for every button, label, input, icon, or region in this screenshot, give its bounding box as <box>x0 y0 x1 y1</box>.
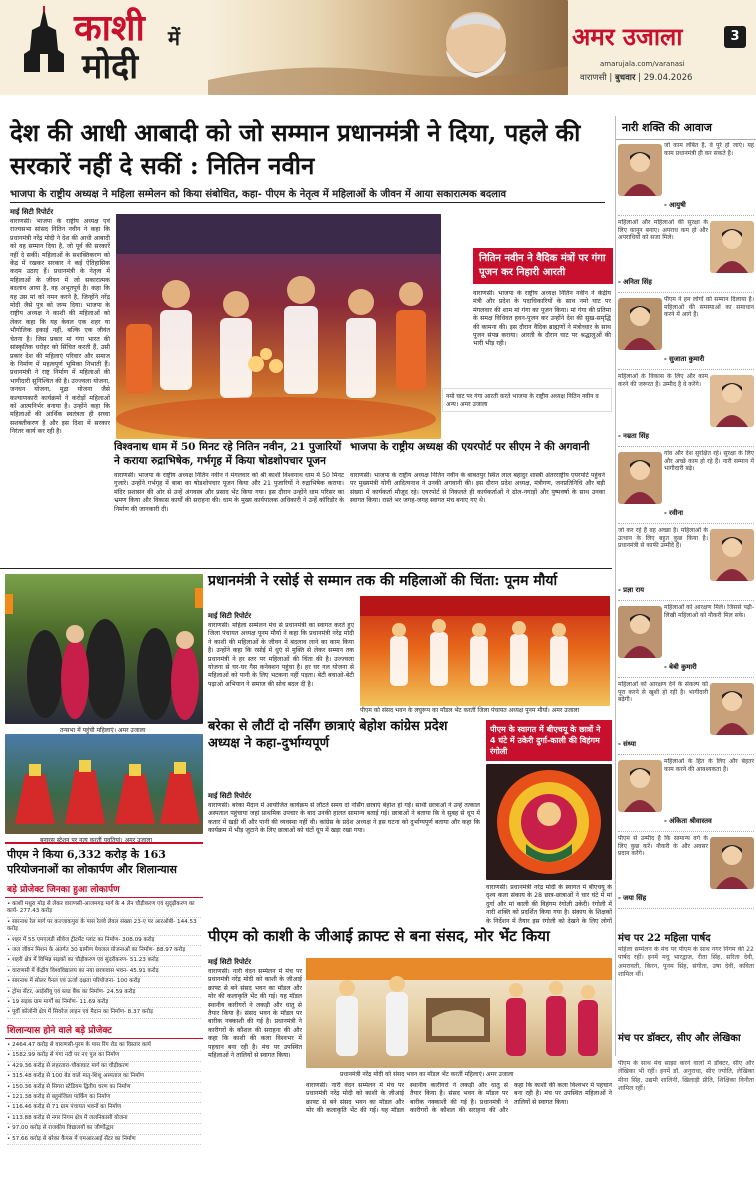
vishwanath-body: वाराणसी। भाजपा के राष्ट्रीय अध्यक्ष नितिन नवीन ने मंगलवार को श्री काशी विश्वनाथ धाम में 50 मिनट गुजारे। उन्होंने गर्भगृह में बाबा का षोडशोपचार पूजन किया और 21 पुजारियों ने रुद्राभिषेक कराया। मंदिर प्रशासन की ओर से उन्हें अंगवस्त्र और प्रसाद भेंट किया गया। इस दौरान उन्होंने धाम परिसर का भ्रमण किया और विकास कार्यों की सराहना की। धाम के मुख्य कार्यपालक अधिकारी ने उन्हें कॉरिडोर के निर्माण की जानकारी दी। <box>114 472 344 513</box>
quote-text: जो कर रहे हैं वह अच्छा है। महिलाओं के उत्थान के लिए बहुत कुछ किया है। प्रधानमंत्री से काफी उम्मीदें हैं। <box>618 527 708 550</box>
project-item: • 1582.99 करोड़ से गंगा नदी पर नए पुल का निर्माण <box>7 1051 201 1061</box>
dance-photo <box>5 734 203 834</box>
quote-name: - नम्रता सिंह <box>618 432 649 440</box>
dateline: वाराणसी | बुधवार | 29.04.2026 <box>580 73 693 83</box>
sidebar-quote <box>618 604 754 678</box>
sidebar-quote <box>618 758 754 832</box>
project-item: • 121.38 करोड़ से बहुमंजिला पार्किंग का निर्माण <box>7 1093 201 1103</box>
sansad-caption: प्रधानमंत्री नरेंद्र मोदी को संसद भवन का मॉडल भेंट करतीं महिलाएं। अमर उजाला <box>340 1071 514 1078</box>
quote-portrait <box>710 683 754 735</box>
divider <box>0 568 612 569</box>
masthead <box>0 0 756 95</box>
quote-name: - अनिता सिंह <box>618 278 652 286</box>
quote-portrait <box>710 529 754 581</box>
quote-name: - संध्या <box>618 740 637 748</box>
lead-headline: देश की आधी आबादी को जो सम्मान प्रधानमंत्री ने दिया, पहले की सरकारें नहीं दे सकीं : नितिन नवीन <box>10 118 581 180</box>
quote-name: - अंकिता श्रीवास्तव <box>664 817 712 825</box>
project-item: • सारनाथ रेल मार्ग पर कज्जाकपुरा के पास रेलवे लेवल संख्या 23-ए पर आरओबी- 144.53 करोड़ <box>7 918 201 936</box>
rangoli-body: वाराणसी। प्रधानमंत्री नरेंद्र मोदी के स्वागत में बीएचयू के दृश्य कला संकाय के 28 छात्र-छात्राओं ने चार घंटे में मां दुर्गा और मां काली की विहंगम रंगोली उकेरी। रंगोली में नारी शक्ति को प्रदर्शित किया गया है। संकाय के शिक्षकों के निर्देशन में तैयार इस रंगोली को देखने के लिए लोगों <box>486 884 612 924</box>
sansad-photo <box>306 958 612 1068</box>
projects-sub2: शिलान्यास होने वाले बड़े प्रोजेक्ट <box>5 1021 203 1039</box>
quote-name: - बेबी कुमारी <box>664 663 697 671</box>
quote-text: महिलाओं के विकास के लिए और काम करने की जरूरत है। उम्मीद है वे करेंगे। <box>618 373 708 388</box>
lead-byline: माई सिटी रिपोर्टर <box>10 208 54 216</box>
project-item: • जल जीवन मिशन के अंतर्गत 30 ग्रामीण पेयजल योजनाओं का निर्माण- 88.97 करोड़ <box>7 946 201 956</box>
projects-sub1: बड़े प्रोजेक्ट जिनका हुआ लोकार्पण <box>5 880 203 898</box>
section-title-kashi: काशी <box>74 7 145 49</box>
quote-name: - जया सिंह <box>618 894 647 902</box>
project-item: • पूर्वी कॉलोनी क्षेत्र में सिवरेज लाइन एवं मैदान का निर्माण- 8.37 करोड़ <box>7 1008 201 1018</box>
quote-portrait <box>618 298 662 350</box>
section-title-modi: मोदी <box>82 47 138 87</box>
poonam-byline: माई सिटी रिपोर्टर <box>208 612 252 620</box>
projects-list-foundation <box>5 1039 203 1147</box>
quote-name: - प्रज्ञा राय <box>618 586 645 594</box>
rangoli-photo <box>486 764 612 880</box>
project-item: • काशी मथुरा मोड़ से लेकर वाराणसी-आजमगढ़ मार्ग के 4 लेन चौड़ीकरण एवं सुदृढ़ीकरण का कार्य- 277.43 करोड़ <box>7 900 201 918</box>
sansad-byline: माई सिटी रिपोर्टर <box>208 958 252 966</box>
page-number: 3 <box>724 26 746 48</box>
sidebar-quote <box>618 681 754 755</box>
quote-name: - आयुषी <box>664 201 686 209</box>
airport-body: वाराणसी। भाजपा के राष्ट्रीय अध्यक्ष नितिन नवीन के बाबतपुर स्थित लाल बहादुर शास्त्री अंतरराष्ट्रीय एयरपोर्ट पहुंचने पर मुख्यमंत्री योगी आदित्यनाथ ने उनकी अगवानी की। इस दौरान प्रदेश अध्यक्ष, मंत्रीगण, जनप्रतिनिधि और बड़ी संख्या में कार्यकर्ता मौजूद रहे। एयरपोर्ट से निकलते ही कार्यकर्ताओं ने ढोल-नगाड़ों और पुष्पवर्षा के साथ उनका स्वागत किया। रास्ते भर जगह-जगह स्वागत मंच बनाए गए थे। <box>350 472 605 505</box>
masthead-photo <box>208 0 568 95</box>
quote-text: महिलाओं को आरक्षण देने के संकल्प को पूरा करने से खुशी हो रही है। भागीदारी बढ़ेगी। <box>618 681 708 704</box>
quote-portrait <box>710 837 754 889</box>
sidebar-title: नारी शक्ति की आवाज <box>616 116 756 140</box>
temple-icon <box>18 6 70 74</box>
project-item: • 97.00 करोड़ से राजकीय विद्यालयों का जीर्णोद्धार <box>7 1124 201 1134</box>
quote-name: - रवीना <box>664 509 684 517</box>
vishwanath-headline: विश्वनाथ धाम में 50 मिनट रहे नितिन नवीन, 21 पुजारियों ने कराया रुद्राभिषेक, गर्भगृह में किया षोडशोपचार पूजन <box>114 441 342 467</box>
nursing-headline: बरेका से लौटीं दो नर्सिंग छात्राएं बेहोश कांग्रेस प्रदेश अध्यक्ष ने कहा-दुर्भाग्यपूर्ण <box>208 719 448 751</box>
quote-text: महिलाओं और महिलाओं की सुरक्षा के लिए कानून बनाए। अपराध कम हो और अपराधियों को सजा मिले। <box>618 219 708 242</box>
women-crowd-caption: तन्सभा में पहुंची महिलाएं। अमर उजाला <box>60 727 146 734</box>
project-item: • 315.48 करोड़ से 100 बेड वाले मातृ-शिशु अस्पताल का निर्माण <box>7 1072 201 1082</box>
quote-text: पीएम ने हम लोगों को सम्मान दिलाया है। महिलाओं की समस्याओं का समाधान करने में आगे हैं। <box>664 296 754 319</box>
sidebar-quote <box>618 527 754 601</box>
nursing-byline: माई सिटी रिपोर्टर <box>208 792 252 800</box>
quote-portrait <box>618 144 662 196</box>
sidebar-quote <box>618 296 754 370</box>
quote-text: जो काम लंबित है, वे पूरे हो जाएं। यह काम प्रधानमंत्री ही कर सकते हैं। <box>664 142 754 157</box>
poonam-caption: पीएम को संसद भवन के लघुरूप का मॉडल भेंट करतीं जिला पंचायत अध्यक्ष पूनम मौर्या। अमर उजाला <box>360 707 580 714</box>
brand-logo: अमर उजाला <box>572 22 683 51</box>
quote-text: महिलाओं को आरक्षण मिले। जिससे पढ़ी-लिखी महिलाओं को नौकरी मिल सके। <box>664 604 754 619</box>
quote-portrait <box>618 760 662 812</box>
project-item: • 19 सड़क ग्राम मार्गों का निर्माण- 11.69 करोड़ <box>7 998 201 1008</box>
stage-title-1: मंच पर 22 महिला पार्षद <box>618 933 711 944</box>
project-item: • ट्रॉमा सेंटर, आईसीयू एवं ब्लड बैंक का निर्माण- 24.59 करोड़ <box>7 988 201 998</box>
stage-body-2: पीएम के साथ मंच साझा करने वालों में डॉक्टर, सीए और लेखिका भी रहीं। इनमें डॉ. अनुराधा, सीए ज्योति, लेखिका मीना सिंह, उद्यमी शालिनी, खिलाड़ी प्रीति, शिक्षिका विनीता शामिल रहीं। <box>618 1060 754 1093</box>
quote-portrait <box>618 452 662 504</box>
projects-list-inaugurated <box>5 898 203 1021</box>
arti-body: वाराणसी। भाजपा के राष्ट्रीय अध्यक्ष नितिन नवीन ने केंद्रीय मंत्री और प्रदेश के पदाधिकारियों के साथ नमो घाट पर मंगलवार की शाम मां गंगा का पूजन किया। मां गंगा की प्रतिमा के समक्ष विधिवत हवन-पूजन कर उन्होंने देश की सुख-समृद्धि की कामना की। इस दौरान वैदिक ब्राह्मणों ने मंत्रोच्चार के साथ पूजन संपन्न कराया। आरती के दौरान घाट पर श्रद्धालुओं की भारी भीड़ रही। <box>473 290 611 348</box>
quote-text: महिलाओं के हित के लिए और बेहतर काम करने की आवश्यकता है। <box>664 758 754 773</box>
sidebar-quote <box>618 142 754 216</box>
quote-portrait <box>710 375 754 427</box>
project-item: • वाराणसी में केंद्रीय विश्वविद्यालय का नया छात्रावास भवन- 45.91 करोड़ <box>7 967 201 977</box>
sidebar-quote <box>618 219 754 293</box>
poonam-photo <box>360 596 610 706</box>
poonam-body: वाराणसी। महिला सम्मेलन मंच से प्रधानमंत्री का स्वागत करते हुए जिला पंचायत अध्यक्ष पूनम मौर्या ने कहा कि प्रधानमंत्री नरेंद्र मोदी ने काशी की महिलाओं के जीवन में बदलाव लाने का काम किया है। उन्होंने कहा कि रसोई में धुएं से मुक्ति से लेकर सम्मान तक प्रधानमंत्री ने हर स्तर पर महिलाओं की चिंता की है। उज्ज्वला योजना से घर-घर गैस कनेक्शन पहुंचा है। हर घर नल योजना से महिलाओं को पानी के लिए भटकना नहीं पड़ता। बेटी बचाओ-बेटी पढ़ाओ अभियान ने समाज की सोच बदल दी है। <box>208 622 354 688</box>
quote-portrait <box>618 606 662 658</box>
project-item: • 57.66 करोड़ से बरेका कैंपस में एमआरआई सेंटर का निर्माण <box>7 1135 201 1145</box>
website: amarujala.com/varanasi <box>600 60 685 68</box>
dance-caption: बनारस स्टेशन पर नृत्य करतीं युवतियां। अमर उजाला <box>40 837 153 844</box>
project-item: • 2464.47 करोड़ से वाराणसी-पुरम के पास रिंग रोड का विस्तार कार्य <box>7 1041 201 1051</box>
quote-text: गांव और देश सुरक्षित रहे। सुरक्षा के लिए और अच्छे काम हो रहे हैं। नारी सम्मान में भागीदारी बढ़े। <box>664 450 754 473</box>
lead-photo <box>116 214 441 439</box>
stage-title-2: मंच पर डॉक्टर, सीए और लेखिका <box>618 1033 741 1044</box>
arti-caption: नमो घाट पर गंगा आरती करते भाजपा के राष्ट्रीय अध्यक्ष नितिन नवीन व अन्य। अमर उजाला <box>442 388 612 412</box>
women-crowd-photo <box>5 574 203 724</box>
sansad-body-cont: वाराणसी। नारी वंदन सम्मेलन में मंच पर प्रधानमंत्री नरेंद्र मोदी को काशी के जीआई क्राफ्ट से बने संसद भवन का मॉडल और मोर की कलाकृति भेंट की गई। यह मॉडल स्थानीय कारीगरों ने लकड़ी और धातु से तैयार किया है। संसद भवन के मॉडल पर बारीक नक्काशी की गई है। प्रधानमंत्री ने कारीगरों के कौशल की सराहना की और कहा कि काशी की कला विश्वभर में पहचान बना रही है। मंच पर उपस्थित महिलाओं ने तालियों से स्वागत किया। <box>306 1082 612 1115</box>
stage-body-1: महिला सम्मेलन के मंच पर पीएम के साथ नगर निगम की 22 पार्षद रहीं। इनमें मधु भारद्वाज, रीता सिंह, सरिता देवी, अमरावती, किरन, पूनम सिंह, संगीता, उषा देवी, कविता शामिल थीं। <box>618 946 754 979</box>
section-title-mein: में <box>168 26 180 50</box>
projects-headline: पीएम ने किया 6,332 करोड़ के 163 परियोजनाओं का लोकार्पण और शिलान्यास <box>7 848 177 876</box>
project-item: • शहरी क्षेत्र में विभिन्न सड़कों का चौड़ीकरण एवं सुंदरीकरण- 51.23 करोड़ <box>7 956 201 966</box>
quote-portrait <box>710 221 754 273</box>
sidebar-quote <box>618 835 754 909</box>
project-item: • 113.88 करोड़ से नगर निगम क्षेत्र में जलनिकासी योजना <box>7 1114 201 1124</box>
quote-text: पीएम से उम्मीद है कि सामान्य वर्ग के लिए कुछ करें। नौकरी के और अवसर प्रदान करेंगे। <box>618 835 708 858</box>
sansad-body: वाराणसी। नारी वंदन सम्मेलन में मंच पर प्रधानमंत्री नरेंद्र मोदी को काशी के जीआई क्राफ्ट से बने संसद भवन का मॉडल और मोर की कलाकृति भेंट की गई। यह मॉडल स्थानीय कारीगरों ने लकड़ी और धातु से तैयार किया है। संसद भवन के मॉडल पर बारीक नक्काशी की गई है। प्रधानमंत्री ने कारीगरों के कौशल की सराहना की और कहा कि काशी की कला विश्वभर में पहचान बना रही है। मंच पर उपस्थित महिलाओं ने तालियों से स्वागत किया। <box>208 968 302 1060</box>
poonam-headline: प्रधानमंत्री ने रसोई से सम्मान तक की महिलाओं की चिंता: पूनम मौर्या <box>208 573 558 589</box>
project-item: • सारनाथ में सोलर पैनल एवं ऊर्जा दक्षता परियोजना- 100 करोड़ <box>7 977 201 987</box>
date: 29.04.2026 <box>643 73 693 83</box>
nursing-body: वाराणसी। बरेका मैदान में आयोजित कार्यक्रम से लौटते समय दो नर्सिंग छात्राएं बेहोश हो गईं। साथी छात्राओं ने उन्हें तत्काल अस्पताल पहुंचाया जहां प्राथमिक उपचार के बाद उनकी हालत सामान्य बताई गई। छात्राओं ने बताया कि वे सुबह से धूप में कतार में खड़ी थीं और पानी की व्यवस्था नहीं थी। कांग्रेस के प्रदेश अध्यक्ष ने इस घटना को दुर्भाग्यपूर्ण बताया और कहा कि कार्यक्रम में भीड़ जुटाने के लिए छात्राओं को घंटों धूप में खड़ा रखा गया। <box>208 802 480 835</box>
day: बुधवार <box>614 73 636 83</box>
quote-name: - सुजाता कुमारी <box>664 355 705 363</box>
airport-headline: भाजपा के राष्ट्रीय अध्यक्ष की एयरपोर्ट पर सीएम ने की अगवानी <box>350 441 590 453</box>
project-item: • शहर में 55 एमएलडी सीवेज ट्रीटमेंट प्लांट का निर्माण- 308.09 करोड़ <box>7 936 201 946</box>
lead-body: वाराणसी। भाजपा के राष्ट्रीय अध्यक्ष एवं राज्यसभा सांसद नितिन नवीन ने कहा कि प्रधानमंत्री नरेंद्र मोदी ने देश की आधी आबादी को वह सम्मान दिया है, जो पूर्व की सरकारें नहीं दे सकीं। महिलाओं के सशक्तिकरण को केंद्र में रखकर सरकार ने कई ऐतिहासिक कदम उठाए हैं। प्रधानमंत्री के नेतृत्व में महिलाओं के जीवन में जो सकारात्मक बदलाव आया है, वह अभूतपूर्व है। कहा कि यह उस मां को नमन करने है, जिन्होंने नरेंद्र मोदी जैसे पुत्र को जन्म दिया। भाजपा के राष्ट्रीय अध्यक्ष ने काशी की महिलाओं को लेकर कहा कि यह केवल एक शहर या भौगोलिक इकाई नहीं, बल्कि एक जीवंत चेतना है। जिस प्रकार मां गंगा भारत की सांस्कृतिक धरोहर को सिंचित करती हैं, उसी प्रकार देश की महिलाएं परिवार और समाज के निर्माण में महत्वपूर्ण भूमिका निभाती हैं। प्रधानमंत्री ने राष्ट्र निर्माण में महिलाओं की भागीदारी सुनिश्चित की है। उज्ज्वला योजना, जनधन योजना, मुद्रा योजना जैसे कल्याणकारी कार्यक्रमों ने करोड़ों महिलाओं को आत्मनिर्भर बनाया है। उन्होंने कहा कि महिलाओं की आर्थिक स्वतंत्रता ही सच्चा सशक्तीकरण है और इस दिशा में सरकार निरंतर कार्य कर रही है। <box>10 218 110 436</box>
divider <box>10 202 605 203</box>
projects-box <box>5 842 203 1192</box>
city: वाराणसी <box>580 73 607 83</box>
rangoli-headline: पीएम के स्वागत में बीएचयू के छात्रों ने 4 घंटे में उकेरी दुर्गा-काली की विहंगम रंगोली <box>486 720 612 761</box>
sidebar-quote <box>618 450 754 524</box>
project-item: • 116.46 करोड़ से 71 ग्राम पंचायत भवनों का निर्माण <box>7 1103 201 1113</box>
sansad-headline: पीएम को काशी के जीआई क्राफ्ट से बना संसद, मोर भेंट किया <box>208 927 550 945</box>
project-item: • 150.36 करोड़ से सिगरा स्टेडियम द्वितीय चरण का निर्माण <box>7 1083 201 1093</box>
lead-subhead: भाजपा के राष्ट्रीय अध्यक्ष ने महिला सम्मेलन को किया संबोधित, कहा- पीएम के नेतृत्व में महिलाओं के जीवन में आया सकारात्मक बदलाव <box>10 189 507 200</box>
project-item: • 429.36 करोड़ से लहरतारा-चौकाघाट मार्ग का चौड़ीकरण <box>7 1062 201 1072</box>
sidebar-quote <box>618 373 754 447</box>
arti-title: नितिन नवीन ने वैदिक मंत्रों पर गंगा पूजन कर निहारी आरती <box>473 248 613 284</box>
